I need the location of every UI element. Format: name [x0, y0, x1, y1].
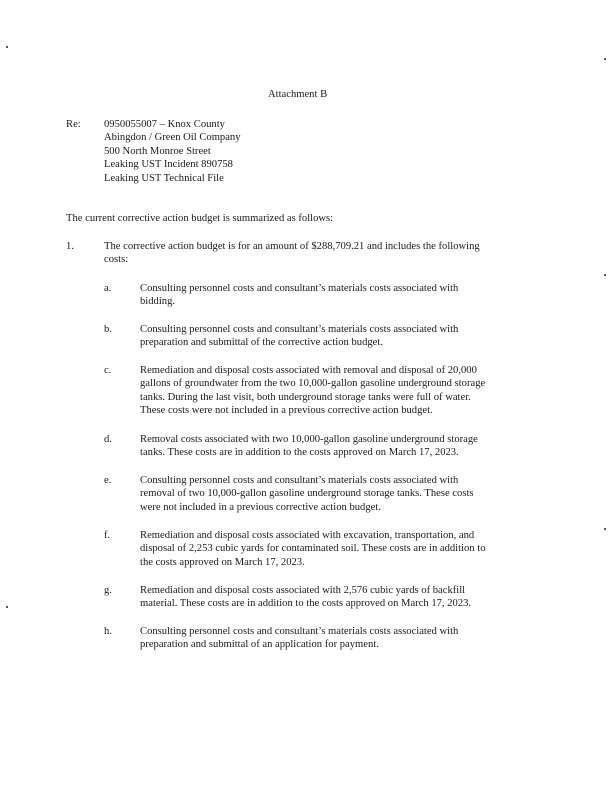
- scan-speck: [604, 528, 606, 530]
- subitem-letter: f.: [104, 530, 111, 541]
- subitem-line: were not included in a previous corrective action budget.: [140, 501, 381, 513]
- item-text-line: costs:: [104, 254, 129, 266]
- subitem-letter: a.: [104, 283, 112, 294]
- subitem-letter: e.: [104, 475, 112, 486]
- subitem-text: [140, 433, 540, 460]
- subitem-line: Remediation and disposal costs associated with excavation, transportation, and: [140, 530, 475, 541]
- subitem-line: gallons of groundwater from the two 10,000-gallon gasoline underground storage: [140, 378, 486, 390]
- subitem-text: [140, 625, 540, 652]
- re-line: Leaking UST Technical File: [104, 172, 224, 184]
- subitem-line: material. These costs are in addition to the costs approved on March 17, 2023.: [140, 598, 472, 610]
- scan-speck: [604, 58, 606, 60]
- subitem-line: Remediation and disposal costs associated with 2,576 cubic yards of backfill: [140, 585, 466, 596]
- subitem-letter: c.: [104, 365, 112, 376]
- item-text: [104, 240, 534, 267]
- re-line: Leaking UST Incident 890758: [104, 159, 233, 171]
- subitem-text: [140, 364, 540, 418]
- intro-paragraph: The current corrective action budget is summarized as follows:: [66, 213, 334, 224]
- subitem-line: tanks. During the last visit, both underground storage tanks were full of water.: [140, 391, 471, 403]
- re-line: Abingdon / Green Oil Company: [104, 132, 241, 144]
- subitem-text: [140, 474, 540, 514]
- re-label: Re:: [66, 119, 81, 130]
- subitem-letter: d.: [104, 434, 112, 445]
- subitem-line: Consulting personnel costs and consultant’s materials costs associated with: [140, 324, 459, 335]
- subitem-text: [140, 529, 540, 569]
- subitem-line: disposal of 2,253 cubic yards for contaminated soil. These costs are in addition to: [140, 543, 486, 555]
- scan-speck: [604, 274, 606, 276]
- re-line: 0950055007 – Knox County: [104, 119, 225, 130]
- item-text-line: The corrective action budget is for an amount of $288,709.21 and includes the following: [104, 241, 480, 252]
- subitem-line: bidding.: [140, 296, 176, 308]
- item-number: 1.: [66, 241, 74, 252]
- subitem-text: [140, 323, 540, 350]
- subitem-letter: g.: [104, 585, 112, 596]
- subitem-line: the costs approved on March 17, 2023.: [140, 556, 305, 568]
- re-line: 500 North Monroe Street: [104, 145, 211, 157]
- subitem-line: removal of two 10,000-gallon gasoline underground storage tanks. These costs: [140, 488, 474, 500]
- subitem-text: [140, 584, 540, 611]
- subitem-line: tanks. These costs are in addition to the costs approved on March 17, 2023.: [140, 447, 459, 459]
- subitem-line: Removal costs associated with two 10,000-gallon gasoline underground storage: [140, 434, 478, 445]
- scan-speck: [6, 606, 8, 608]
- subitem-text: [140, 282, 540, 309]
- subitem-line: Remediation and disposal costs associated with removal and disposal of 20,000: [140, 365, 477, 376]
- subitem-letter: h.: [104, 626, 112, 637]
- scan-speck: [6, 46, 8, 48]
- subitem-line: Consulting personnel costs and consultant’s materials costs associated with: [140, 283, 459, 294]
- subitem-letter: b.: [104, 324, 112, 335]
- subitem-line: Consulting personnel costs and consultant’s materials costs associated with: [140, 475, 459, 486]
- subitem-line: These costs were not included in a previous corrective action budget.: [140, 405, 433, 417]
- subitem-line: Consulting personnel costs and consultant’s materials costs associated with: [140, 626, 459, 637]
- re-block: [104, 118, 241, 185]
- subitem-line: preparation and submittal of an application for payment.: [140, 639, 379, 651]
- subitem-line: preparation and submittal of the corrective action budget.: [140, 337, 383, 349]
- page-title: Attachment B: [268, 89, 328, 100]
